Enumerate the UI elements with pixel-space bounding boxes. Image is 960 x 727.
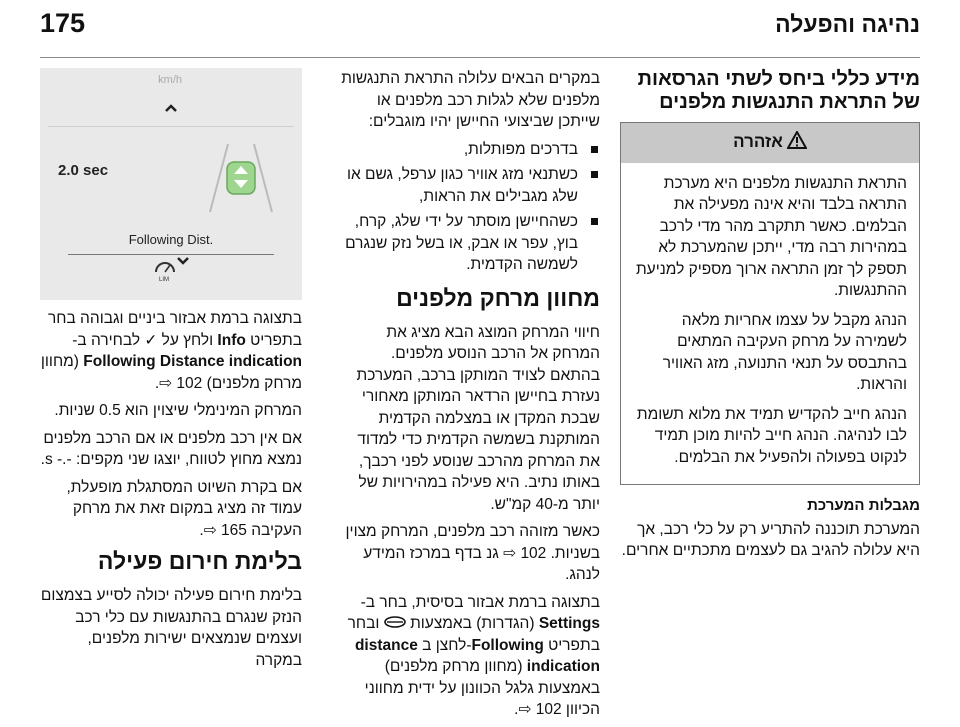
menu-settings: Settings [538,615,600,632]
following-car-icon [206,142,276,221]
gap-value: 2.0 sec [58,162,109,179]
chapter-title: נהיגה והפעלה [775,11,920,37]
list-item: בדרכים מפותלות, [338,139,600,161]
warning-box [620,122,920,485]
header-rule [40,57,920,58]
middle-column [338,68,600,727]
warning-triangle-icon [787,131,807,155]
warning-paragraph: הנהג מקבל על עצמו אחריות מלאה לשמירה על מרחק העקיבה המתאים בהתבסס על תנאי התנועה, מזג האוויר והראות. [662,311,907,393]
limitations-text: המערכת תוכננה להתריע רק על כלי רכב, אך היא עלולה להגיב גם לעצמים מתכתיים אחרים. [621,520,920,559]
menu-following-distance-indication: Following Distance indication [83,353,302,370]
mode-label: Following Dist. [68,229,274,255]
page-header [40,8,920,48]
min-distance-paragraph: המרחק המינימלי שיצוין הוא 0.5 שניות. [54,402,302,419]
warning-title: אזהרה [733,132,783,151]
list-item: כשתנאי מזג אוויר כגון ערפל, גשם או שלג מגבילים את הראות, [338,164,600,207]
menu-following: Following [471,636,544,654]
warning-paragraph: התראת התנגשות מלפנים היא מערכת התראה בלבד והיא אינה מפעילה את הבלמים. כאשר תתקרב מהר מדי לרכב במהירות רבה מדי, ייתכן שהמערכת לא תספק לך זמן התראה ארוך מספיק למניעת ההתנגשות. [635,174,907,299]
menu-info: Info [217,331,246,349]
section-heading-distance-indication: מחוון מרחק מלפנים [396,284,600,311]
distance-settings-paragraph: בתצוגה ברמת אבזור בסיסית, בחר ב-Settings (הגדרות) באמצעות ובחר בתפריט Following-לחצן ב distance indication (מחוון מרחק מלפנים) באמצעות גלגל הכוונון על ידית מחווני הכיוון 102 ⇨. [347,593,600,718]
emergency-braking-paragraph: בלימת חירום פעילה יכולה לסייע בצמצום הנזק שנגרם בהתנגשות עם כלי רכב ועצמים שנמצאים ישירות מלפנים, במקרה [40,587,302,669]
menu-distance-indication: distance indication [354,636,600,675]
left-column [40,68,302,677]
speedometer-icon [142,252,202,289]
section-heading-emergency-braking: בלימת חירום פעילה [97,548,302,574]
acc-paragraph: אם בקרת השיוט המסתגלת מופעלת, עמוד זה מציג במקום זאת את מרחק העקיבה 165 ⇨. [66,478,302,539]
limitations-list [338,139,600,276]
warning-header [621,123,919,163]
limitations-intro: במקרים הבאים עלולה התראת התנגשות מלפנים שלא לגלות רכב מלפנים או שייתכן שביצועי החיישן יהיו מוגבלים: [341,70,600,130]
warning-paragraph: הנהג חייב להקדיש תמיד את מלוא תשומת לבו לנהיגה. הנהג חייב להיות מוכן תמיד לנקוט בפעולה ולהפעיל את הבלמים. [636,405,907,466]
steering-wheel-icon [384,615,406,632]
display-divider [48,126,294,127]
speed-limiter-label: LIM [159,277,170,282]
no-vehicle-paragraph: אם אין רכב מלפנים או אם הרכב מלפנים נמצא מחוץ לטווח, יוצגו שני מקפים: -.- s. [40,429,302,468]
list-item: כשהחיישן מוסתר על ידי שלג, קרח, בוץ, עפר או אבק, או בשל נזק שנגרם לשמשה הקדמית. [338,211,600,276]
warning-body [621,163,919,485]
section-heading-general-info: מידע כללי ביחס לשתי הגרסאות של התראת התנגשות מלפנים [637,68,920,113]
speed-unit: km/h [158,74,182,86]
distance-paragraph: חיווי המרחק המוצג הבא מציג את המרחק אל הרכב הנוסע מלפנים. בהתאם לצויד המותקן ברכב, המערכת נעזרת בחיישן הרדאר המותקן מאחורי שבכת המקדן או במצלמה הקדמית המותקנת בשמשה הקדמית כדי למדוד את המרחק מהרכב שנוסע לפני רכבך, באותו נתיב. היא פעילה במהירויות של יותר מ-40 קמ"ש. [356,323,600,513]
display-illustration [40,68,302,300]
right-column [620,68,920,568]
page-number: 175 [40,8,86,38]
chevron-up-icon [164,98,178,120]
distance-paragraph: כאשר מזוהה רכב מלפנים, המרחק מצוין בשניות. 102 ⇨ גנ בדף במרכז המידע לנהג. [345,523,600,583]
limitations-title: מגבלות המערכת [807,497,920,514]
info-menu-paragraph: בתצוגה ברמת אבזור ביניים וגבוהה בחר בתפריט Info ולחץ על ✓ לבחירה ב-Following Distance indication (מחוון מרחק מלפנים) 102 ⇨. [40,310,302,392]
